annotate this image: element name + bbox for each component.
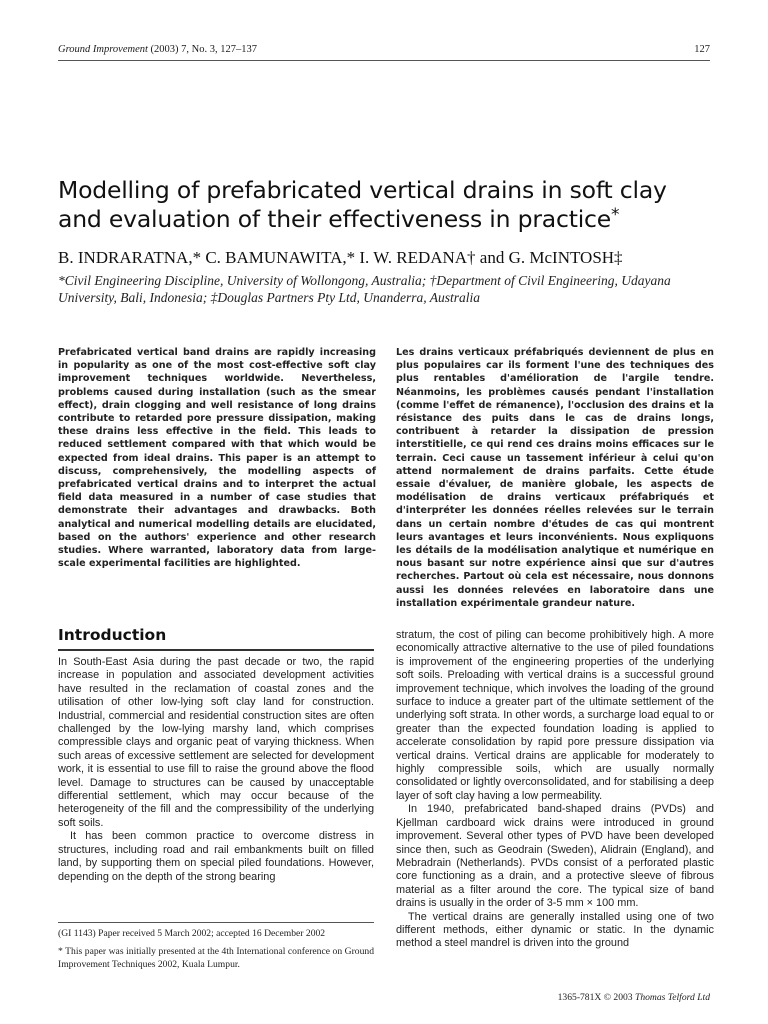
header-rule: [58, 60, 710, 61]
paragraph: In 1940, prefabricated band-shaped drains (PVDs) and Kjellman cardboard wick drains were introduced in ground improvement. Several other types of PVD have been developed since then, such as Geodrain (Sweden), Alidrain (England), and Mebradrain (Netherlands). PVDs consist of a perforated plastic core functioning as a drain, and a protective sleeve of fibrous material as a filter around the core. The typical size of band drains is usually in the order of 3-5 mm × 100 mm.: [396, 803, 714, 910]
issn-copyright: 1365-781X © 2003: [557, 992, 635, 1003]
journal-name: Ground Improvement: [58, 44, 148, 55]
copyright-footer: [558, 992, 710, 1003]
footnote-presented: * This paper was initially presented at the 4th International conference on Ground Improvement Techniques 2002, Kuala Lumpur.: [58, 946, 374, 970]
journal-citation: (2003) 7, No. 3, 127–137: [147, 44, 257, 55]
publisher-name: Thomas Telford Ltd: [635, 992, 710, 1003]
footnote-rule: [58, 922, 374, 923]
title-footnote-mark: *: [611, 205, 620, 225]
running-header: [58, 44, 257, 55]
section-rule: [58, 649, 374, 651]
paragraph: It has been common practice to overcome distress in structures, including road and rail embankments built on filled land, by supporting them on special piled foundations. However, depending on the depth of the strong bearing: [58, 830, 374, 883]
paper-title: [58, 176, 710, 234]
paragraph: The vertical drains are generally installed using one of two different methods, either dynamic or static. In the dynamic method a steel mandrel is driven into the ground: [396, 910, 714, 950]
paragraph: stratum, the cost of piling can become prohibitively high. A more economically attractive alternative to the use of piled foundations is improvement of the engineering properties of the underlying soft soils. Preloading with vertical drains is a successful ground improvement technique, which involves the loading of the ground surface to induce a greater part of the ultimate settlement of the underlying soft strata. In other words, a surcharge load equal to or greater than the expected foundation loading is applied to accelerate consolidation by rapid pore pressure dissipation via vertical drains. Vertical drains are applicable for moderately to highly compressible soils, which are usually normally consolidated or lightly overconsolidated, and for stabilising a deep layer of soft clay having a low permeability.: [396, 629, 714, 802]
abstract-english: Prefabricated vertical band drains are rapidly increasing in popularity as one of the most cost-effective soft clay improvement techniques worldwide. Nevertheless, problems caused during installation (such as the smear effect), drain clogging and well resistance of long drains contribute to retarded pore pressure dissipation, making these drains less effective in the field. This leads to reduced settlement compared with that which would be expected from ideal drains. This paper is an attempt to discuss, comprehensively, the modelling aspects of prefabricated vertical drains and to interpret the actual field data measured in a number of case studies that demonstrate their advantages and drawbacks. Both analytical and numerical modelling details are elucidated, based on the authors' experience and other research studies. Where warranted, laboratory data from large-scale experimental facilities are highlighted.: [58, 347, 376, 570]
author-list: B. INDRARATNA,* C. BAMUNAWITA,* I. W. REDANA† and G. McINTOSH‡: [58, 248, 623, 267]
abstract-french: Les drains verticaux préfabriqués deviennent de plus en plus populaires car ils forment l'une des techniques des plus rentables d'amélioration de l'argile tendre. Néanmoins, les problèmes causés pendant l'installation (comme l'effet de rémanence), l'occlusion des drains et la résistance des puits dans le cas de drains longs, contribuent à retarder la dissipation de pression interstitielle, ce qui rend ces drains moins efficaces sur le terrain. Ceci cause un tassement inférieur à celui qu'on attend normalement de drains parfaits. Cette étude essaie d'évaluer, de manière globale, les aspects de modélisation de drains verticaux préfabriqués et d'interpréter les données réelles relevées sur le terrain dans un certain nombre d'études de cas qui montrent leurs avantages et leurs inconvénients. Nous expliquons les détails de la modélisation analytique et numérique en nous basant sur notre expérience ainsi que sur d'autres recherches. Partout où cela est nécessaire, nous donnons aussi les données relevées en laboratoire dans une installation expérimentale grandeur nature.: [396, 347, 714, 609]
footnotes: [58, 928, 374, 977]
section-heading-introduction: Introduction: [58, 626, 167, 644]
paper-title-text: Modelling of prefabricated vertical drains in soft clay and evaluation of their effectiveness in practice: [58, 176, 667, 233]
paragraph: In South-East Asia during the past decade or two, the rapid increase in population and associated development activities have resulted in the reclamation of coastal zones and the utilisation of other low-lying soft clay land for construction. Industrial, commercial and residential construction sites are often challenged by the low-lying marshy land, which comprises compressible clays and organic peat of varying thickness. When such areas of excessive settlement are selected for development work, it is essential to use fill to raise the ground above the flood level. Damage to structures can be caused by unacceptable differential settlement, which may occur because of the heterogeneity of the fill and the compressibility of the underlying soft soils.: [58, 656, 374, 829]
body-column-left: [58, 656, 374, 884]
body-column-right: [396, 629, 714, 951]
affiliations: *Civil Engineering Discipline, University of Wollongong, Australia; †Department of Civil Engineering, Udayana University, Bali, Indonesia; ‡Douglas Partners Pty Ltd, Unanderra, Australia: [58, 273, 671, 305]
footnote-received: (GI 1143) Paper received 5 March 2002; accepted 16 December 2002: [58, 928, 326, 939]
page-number: 127: [694, 44, 710, 55]
